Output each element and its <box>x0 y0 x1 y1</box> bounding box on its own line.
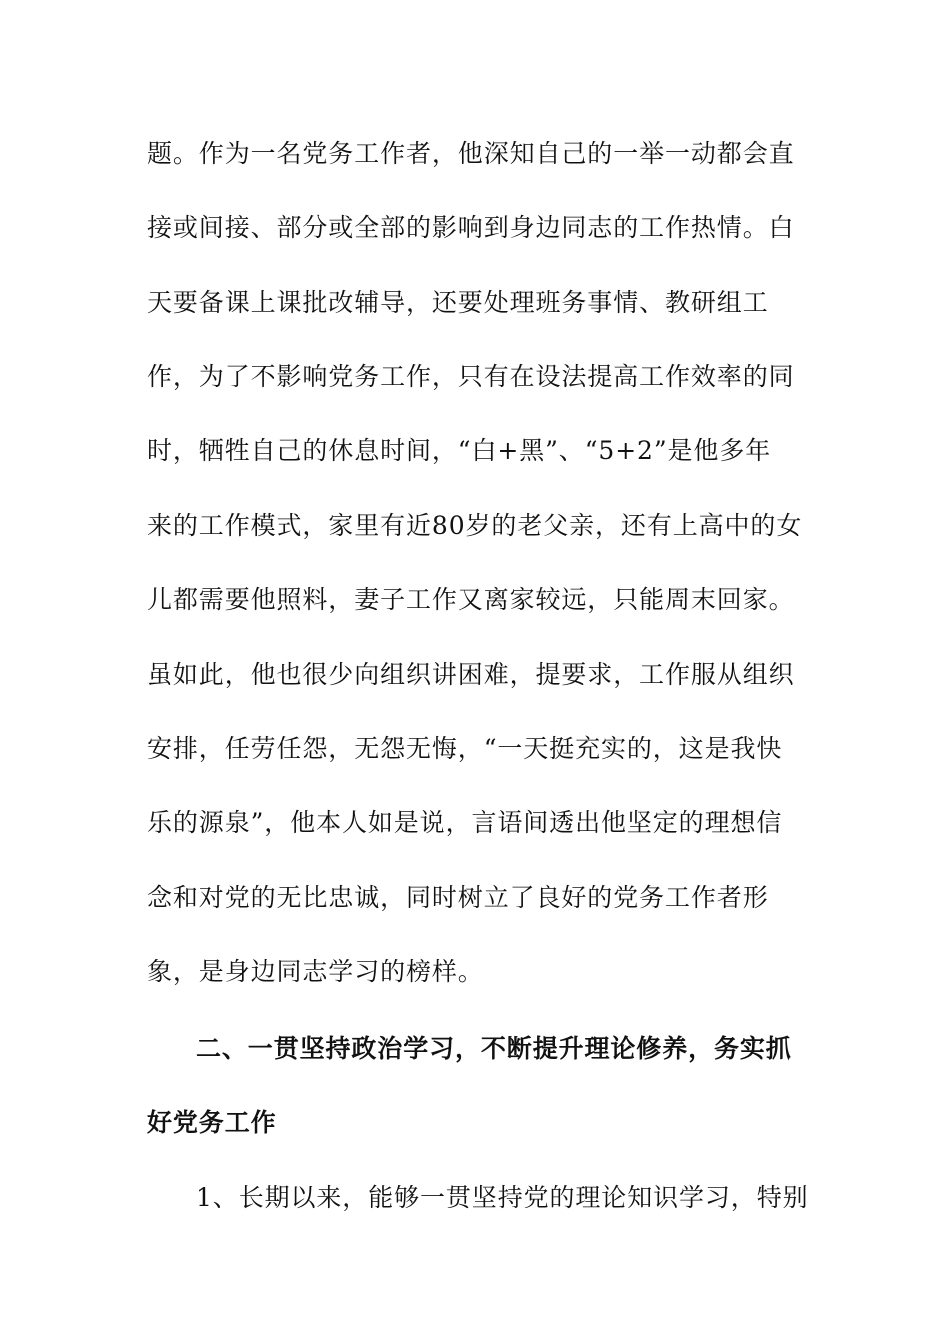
body-text-line: 象，是身边同志学习的榜样。 <box>147 957 484 986</box>
body-text-line: 作，为了不影响党务工作，只有在设法提高工作效率的同 <box>147 362 795 391</box>
body-text-line: 安排，任劳任怨，无怨无悔，“一天挺充实的，这是我快 <box>147 734 783 763</box>
body-text-line: 儿都需要他照料，妻子工作又离家较远，只能周末回家。 <box>147 585 795 614</box>
body-text-line: 题。作为一名党务工作者，他深知自己的一举一动都会直 <box>147 139 795 168</box>
body-text-line: 来的工作模式，家里有近80岁的老父亲，还有上高中的女 <box>147 511 803 540</box>
body-text-line: 天要备课上课批改辅导，还要处理班务事情、教研组工 <box>147 288 769 317</box>
body-text-line: 乐的源泉”，他本人如是说，言语间透出他坚定的理想信 <box>147 808 783 837</box>
body-text-line: 时，牺牲自己的休息时间，“白+黑”、“5+2”是他多年 <box>147 436 772 465</box>
section-heading-continuation: 好党务工作 <box>147 1108 277 1137</box>
body-text-line: 接或间接、部分或全部的影响到身边同志的工作热情。白 <box>147 213 795 242</box>
body-text-line: 1、长期以来，能够一贯坚持党的理论知识学习，特别 <box>196 1183 809 1212</box>
body-text-line: 念和对党的无比忠诚，同时树立了良好的党务工作者形 <box>147 883 769 912</box>
body-text-line: 虽如此，他也很少向组织讲困难，提要求，工作服从组织 <box>147 660 795 689</box>
section-heading: 二、一贯坚持政治学习，不断提升理论修养，务实抓 <box>196 1034 792 1063</box>
